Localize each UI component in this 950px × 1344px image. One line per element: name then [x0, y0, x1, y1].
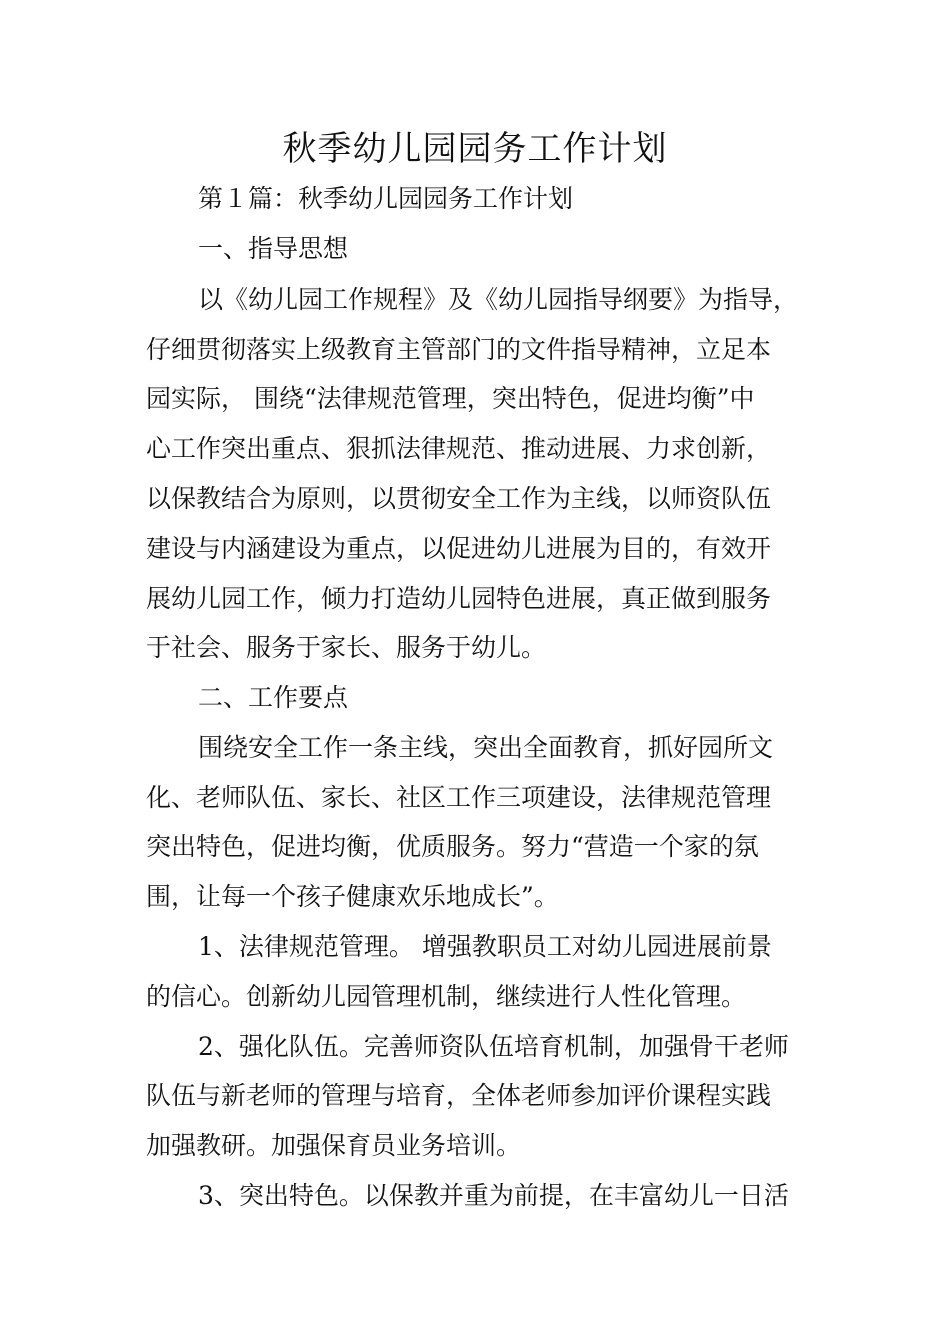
- section-heading: 一、指导思想: [198, 234, 349, 263]
- paragraph-line: 展幼儿园工作，倾力打造幼儿园特色进展，真正做到服务: [146, 584, 772, 613]
- paragraph-line: 加强教研。加强保育员业务培训。: [146, 1131, 522, 1160]
- paragraph-line: 以保教结合为原则，以贯彻安全工作为主线，以师资队伍: [146, 484, 772, 513]
- paragraph-line: 心工作突出重点、狠抓法律规范、推动进展、力求创新，: [146, 434, 772, 463]
- section-heading: 第１篇：秋季幼儿园园务工作计划: [198, 184, 574, 213]
- section-heading: 二、工作要点: [198, 683, 349, 712]
- paragraph-line: 1、法律规范管理。 增强教职员工对幼儿园进展前景: [198, 932, 772, 961]
- paragraph-line: 2、强化队伍。完善师资队伍培育机制，加强骨干老师: [198, 1032, 789, 1061]
- paragraph-line: 化、老师队伍、家长、社区工作三项建设，法律规范管理: [146, 783, 772, 812]
- paragraph-line: 园实际， 围绕“法律规范管理，突出特色，促进均衡”中: [146, 384, 755, 413]
- paragraph-line: 突出特色，促进均衡，优质服务。努力“营造一个家的氛: [146, 832, 759, 861]
- paragraph-line: 围，让每一个孩子健康欢乐地成长”。: [146, 882, 559, 911]
- paragraph-line: 的信心。创新幼儿园管理机制，继续进行人性化管理。: [146, 982, 747, 1011]
- paragraph-line: 仔细贯彻落实上级教育主管部门的文件指导精神，立足本: [146, 335, 772, 364]
- paragraph-line: 围绕安全工作一条主线，突出全面教育，抓好园所文: [198, 733, 774, 762]
- paragraph-line: 以《幼儿园工作规程》及《幼儿园指导纲要》为指导，: [198, 285, 799, 314]
- paragraph-line: 队伍与新老师的管理与培育，全体老师参加评价课程实践: [146, 1081, 772, 1110]
- document-title: 秋季幼儿园园务工作计划: [282, 129, 668, 169]
- paragraph-line: 于社会、服务于家长、服务于幼儿。: [146, 633, 547, 662]
- paragraph-line: 3、突出特色。以保教并重为前提，在丰富幼儿一日活: [198, 1181, 789, 1210]
- paragraph-line: 建设与内涵建设为重点，以促进幼儿进展为目的，有效开: [146, 534, 772, 563]
